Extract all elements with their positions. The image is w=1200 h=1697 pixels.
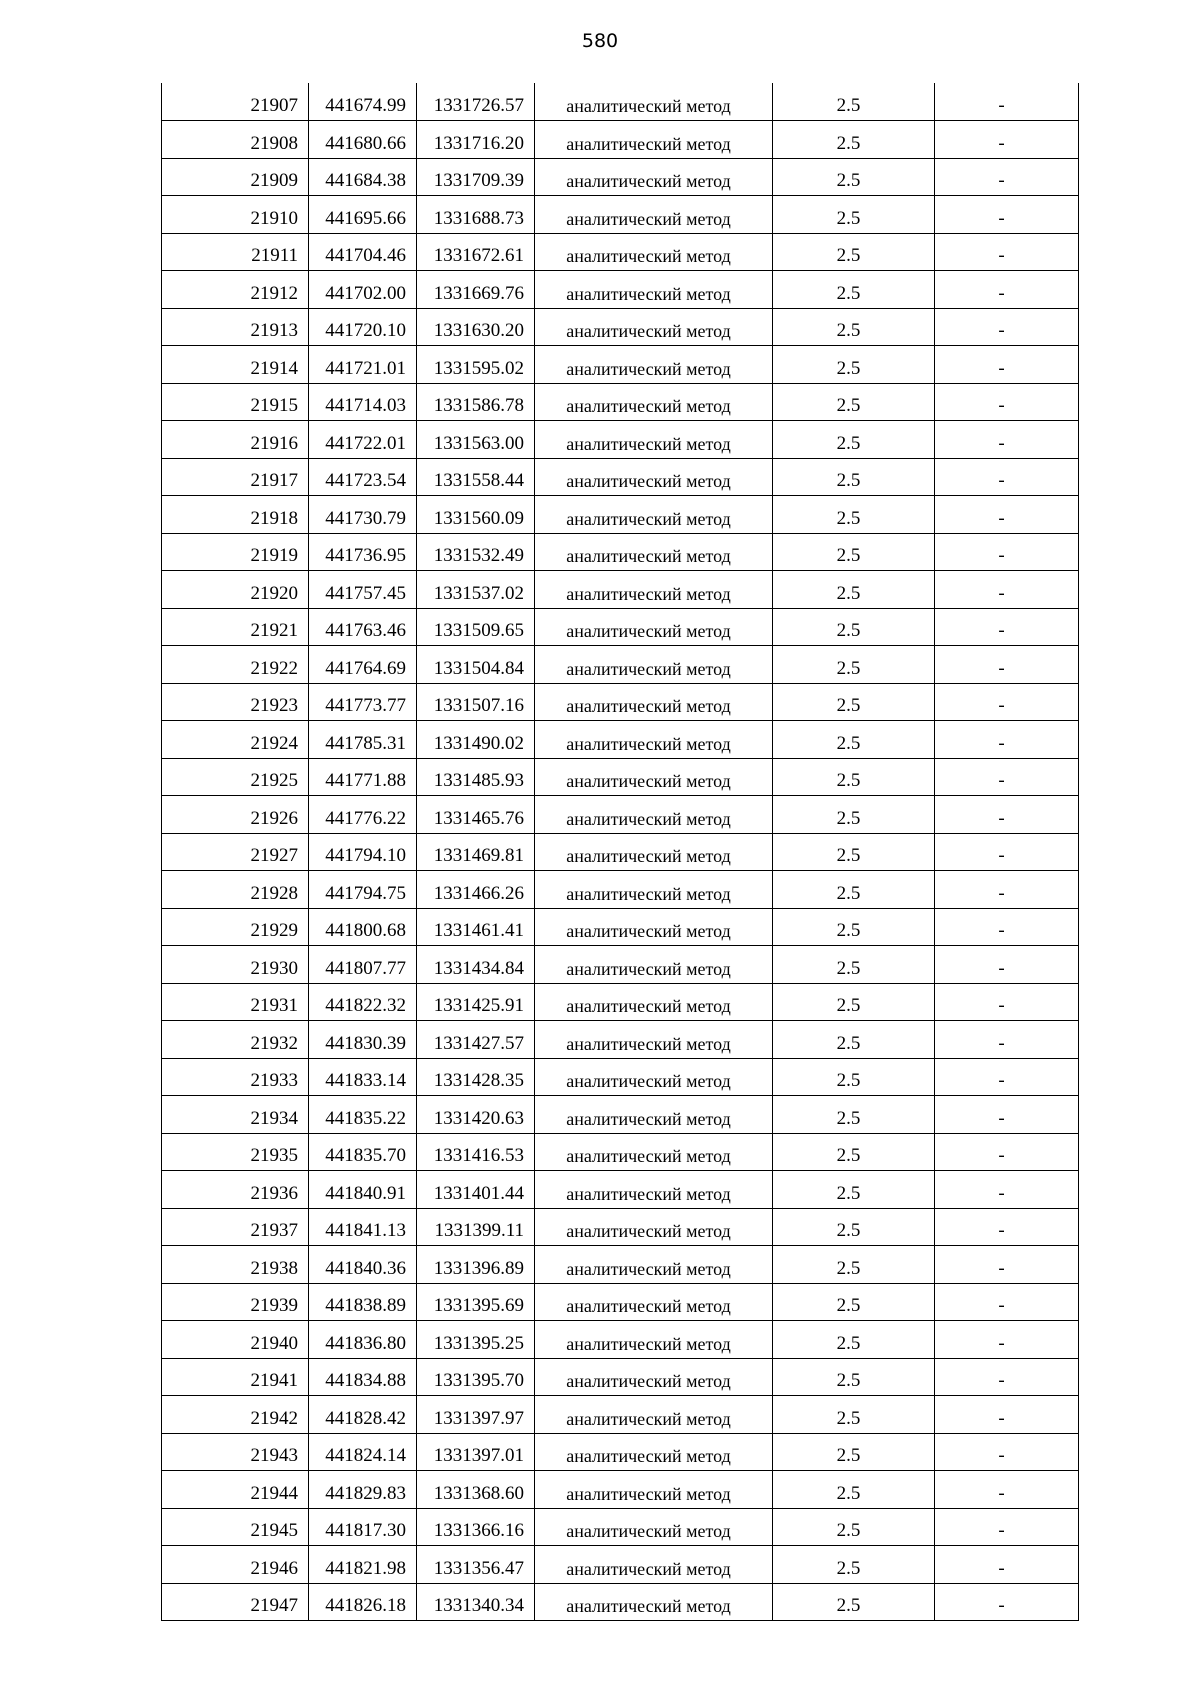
x-coordinate-cell: 441702.00 [309, 271, 417, 309]
point-number-cell: 21945 [162, 1508, 309, 1546]
accuracy-cell: 2.5 [773, 983, 935, 1021]
y-coordinate-cell: 1331427.57 [417, 1021, 535, 1059]
accuracy-cell: 2.5 [773, 1208, 935, 1246]
table-row [162, 1508, 1079, 1546]
y-coordinate-cell: 1331395.70 [417, 1358, 535, 1396]
method-cell: аналитический метод [535, 796, 773, 834]
y-coordinate-cell: 1331397.01 [417, 1433, 535, 1471]
note-cell: - [935, 608, 1079, 646]
point-number-cell: 21920 [162, 571, 309, 609]
note-cell: - [935, 533, 1079, 571]
y-coordinate-cell: 1331465.76 [417, 796, 535, 834]
table-row [162, 1321, 1079, 1359]
point-number-cell: 21913 [162, 308, 309, 346]
method-cell: аналитический метод [535, 421, 773, 459]
table-row [162, 83, 1079, 121]
table-row [162, 1246, 1079, 1284]
table-row [162, 458, 1079, 496]
table-row [162, 233, 1079, 271]
x-coordinate-cell: 441773.77 [309, 683, 417, 721]
point-number-cell: 21934 [162, 1096, 309, 1134]
method-cell: аналитический метод [535, 571, 773, 609]
method-cell: аналитический метод [535, 1246, 773, 1284]
table-row [162, 308, 1079, 346]
x-coordinate-cell: 441723.54 [309, 458, 417, 496]
y-coordinate-cell: 1331558.44 [417, 458, 535, 496]
y-coordinate-cell: 1331469.81 [417, 833, 535, 871]
x-coordinate-cell: 441763.46 [309, 608, 417, 646]
note-cell: - [935, 758, 1079, 796]
note-cell: - [935, 1583, 1079, 1621]
point-number-cell: 21931 [162, 983, 309, 1021]
point-number-cell: 21939 [162, 1283, 309, 1321]
accuracy-cell: 2.5 [773, 796, 935, 834]
x-coordinate-cell: 441828.42 [309, 1396, 417, 1434]
note-cell: - [935, 683, 1079, 721]
accuracy-cell: 2.5 [773, 608, 935, 646]
y-coordinate-cell: 1331416.53 [417, 1133, 535, 1171]
accuracy-cell: 2.5 [773, 1433, 935, 1471]
point-number-cell: 21936 [162, 1171, 309, 1209]
y-coordinate-cell: 1331420.63 [417, 1096, 535, 1134]
point-number-cell: 21911 [162, 233, 309, 271]
y-coordinate-cell: 1331509.65 [417, 608, 535, 646]
accuracy-cell: 2.5 [773, 871, 935, 909]
x-coordinate-cell: 441776.22 [309, 796, 417, 834]
x-coordinate-cell: 441834.88 [309, 1358, 417, 1396]
note-cell: - [935, 1208, 1079, 1246]
accuracy-cell: 2.5 [773, 1396, 935, 1434]
x-coordinate-cell: 441794.10 [309, 833, 417, 871]
y-coordinate-cell: 1331586.78 [417, 383, 535, 421]
point-number-cell: 21930 [162, 946, 309, 984]
method-cell: аналитический метод [535, 1171, 773, 1209]
y-coordinate-cell: 1331630.20 [417, 308, 535, 346]
x-coordinate-cell: 441680.66 [309, 121, 417, 159]
method-cell: аналитический метод [535, 758, 773, 796]
table-row [162, 1471, 1079, 1509]
table-row [162, 1096, 1079, 1134]
accuracy-cell: 2.5 [773, 646, 935, 684]
x-coordinate-cell: 441794.75 [309, 871, 417, 909]
table-row [162, 683, 1079, 721]
table-row [162, 833, 1079, 871]
accuracy-cell: 2.5 [773, 1246, 935, 1284]
table-row [162, 908, 1079, 946]
method-cell: аналитический метод [535, 1358, 773, 1396]
table-row [162, 871, 1079, 909]
x-coordinate-cell: 441830.39 [309, 1021, 417, 1059]
note-cell: - [935, 83, 1079, 121]
point-number-cell: 21927 [162, 833, 309, 871]
accuracy-cell: 2.5 [773, 571, 935, 609]
table-row [162, 1433, 1079, 1471]
method-cell: аналитический метод [535, 1283, 773, 1321]
x-coordinate-cell: 441840.91 [309, 1171, 417, 1209]
accuracy-cell: 2.5 [773, 308, 935, 346]
method-cell: аналитический метод [535, 1021, 773, 1059]
accuracy-cell: 2.5 [773, 1096, 935, 1134]
y-coordinate-cell: 1331485.93 [417, 758, 535, 796]
note-cell: - [935, 1058, 1079, 1096]
accuracy-cell: 2.5 [773, 683, 935, 721]
note-cell: - [935, 1321, 1079, 1359]
accuracy-cell: 2.5 [773, 83, 935, 121]
y-coordinate-cell: 1331595.02 [417, 346, 535, 384]
x-coordinate-cell: 441824.14 [309, 1433, 417, 1471]
method-cell: аналитический метод [535, 346, 773, 384]
method-cell: аналитический метод [535, 271, 773, 309]
method-cell: аналитический метод [535, 1133, 773, 1171]
note-cell: - [935, 1096, 1079, 1134]
point-number-cell: 21938 [162, 1246, 309, 1284]
accuracy-cell: 2.5 [773, 758, 935, 796]
point-number-cell: 21929 [162, 908, 309, 946]
accuracy-cell: 2.5 [773, 833, 935, 871]
method-cell: аналитический метод [535, 83, 773, 121]
accuracy-cell: 2.5 [773, 1133, 935, 1171]
accuracy-cell: 2.5 [773, 496, 935, 534]
note-cell: - [935, 908, 1079, 946]
table-row [162, 1058, 1079, 1096]
table-row [162, 1358, 1079, 1396]
x-coordinate-cell: 441817.30 [309, 1508, 417, 1546]
accuracy-cell: 2.5 [773, 233, 935, 271]
table-row [162, 158, 1079, 196]
method-cell: аналитический метод [535, 233, 773, 271]
note-cell: - [935, 1246, 1079, 1284]
y-coordinate-cell: 1331428.35 [417, 1058, 535, 1096]
note-cell: - [935, 158, 1079, 196]
y-coordinate-cell: 1331425.91 [417, 983, 535, 1021]
x-coordinate-cell: 441821.98 [309, 1546, 417, 1584]
y-coordinate-cell: 1331366.16 [417, 1508, 535, 1546]
table-row [162, 496, 1079, 534]
method-cell: аналитический метод [535, 608, 773, 646]
x-coordinate-cell: 441841.13 [309, 1208, 417, 1246]
method-cell: аналитический метод [535, 946, 773, 984]
accuracy-cell: 2.5 [773, 1283, 935, 1321]
x-coordinate-cell: 441836.80 [309, 1321, 417, 1359]
note-cell: - [935, 308, 1079, 346]
table-row [162, 758, 1079, 796]
y-coordinate-cell: 1331396.89 [417, 1246, 535, 1284]
point-number-cell: 21922 [162, 646, 309, 684]
note-cell: - [935, 121, 1079, 159]
point-number-cell: 21915 [162, 383, 309, 421]
table-row [162, 1208, 1079, 1246]
point-number-cell: 21942 [162, 1396, 309, 1434]
accuracy-cell: 2.5 [773, 271, 935, 309]
y-coordinate-cell: 1331434.84 [417, 946, 535, 984]
page-number: 580 [581, 30, 619, 52]
y-coordinate-cell: 1331461.41 [417, 908, 535, 946]
table-row [162, 1396, 1079, 1434]
note-cell: - [935, 496, 1079, 534]
method-cell: аналитический метод [535, 196, 773, 234]
method-cell: аналитический метод [535, 1321, 773, 1359]
y-coordinate-cell: 1331395.69 [417, 1283, 535, 1321]
accuracy-cell: 2.5 [773, 1583, 935, 1621]
point-number-cell: 21932 [162, 1021, 309, 1059]
method-cell: аналитический метод [535, 383, 773, 421]
accuracy-cell: 2.5 [773, 1321, 935, 1359]
accuracy-cell: 2.5 [773, 721, 935, 759]
method-cell: аналитический метод [535, 533, 773, 571]
table-row [162, 983, 1079, 1021]
table-row [162, 533, 1079, 571]
point-number-cell: 21909 [162, 158, 309, 196]
table-row [162, 121, 1079, 159]
point-number-cell: 21925 [162, 758, 309, 796]
method-cell: аналитический метод [535, 646, 773, 684]
note-cell: - [935, 833, 1079, 871]
table-row [162, 796, 1079, 834]
accuracy-cell: 2.5 [773, 383, 935, 421]
note-cell: - [935, 346, 1079, 384]
point-number-cell: 21943 [162, 1433, 309, 1471]
method-cell: аналитический метод [535, 908, 773, 946]
x-coordinate-cell: 441785.31 [309, 721, 417, 759]
table-row [162, 608, 1079, 646]
x-coordinate-cell: 441757.45 [309, 571, 417, 609]
method-cell: аналитический метод [535, 121, 773, 159]
y-coordinate-cell: 1331397.97 [417, 1396, 535, 1434]
method-cell: аналитический метод [535, 1058, 773, 1096]
table-row [162, 721, 1079, 759]
x-coordinate-cell: 441704.46 [309, 233, 417, 271]
y-coordinate-cell: 1331507.16 [417, 683, 535, 721]
note-cell: - [935, 271, 1079, 309]
y-coordinate-cell: 1331368.60 [417, 1471, 535, 1509]
note-cell: - [935, 646, 1079, 684]
method-cell: аналитический метод [535, 1508, 773, 1546]
point-number-cell: 21910 [162, 196, 309, 234]
note-cell: - [935, 571, 1079, 609]
y-coordinate-cell: 1331537.02 [417, 571, 535, 609]
x-coordinate-cell: 441826.18 [309, 1583, 417, 1621]
point-number-cell: 21916 [162, 421, 309, 459]
accuracy-cell: 2.5 [773, 158, 935, 196]
method-cell: аналитический метод [535, 983, 773, 1021]
method-cell: аналитический метод [535, 158, 773, 196]
note-cell: - [935, 458, 1079, 496]
note-cell: - [935, 796, 1079, 834]
x-coordinate-cell: 441835.22 [309, 1096, 417, 1134]
table-row [162, 946, 1079, 984]
point-number-cell: 21908 [162, 121, 309, 159]
table-row [162, 1546, 1079, 1584]
x-coordinate-cell: 441840.36 [309, 1246, 417, 1284]
point-number-cell: 21923 [162, 683, 309, 721]
table-body [162, 83, 1079, 1621]
y-coordinate-cell: 1331399.11 [417, 1208, 535, 1246]
y-coordinate-cell: 1331672.61 [417, 233, 535, 271]
y-coordinate-cell: 1331401.44 [417, 1171, 535, 1209]
method-cell: аналитический метод [535, 871, 773, 909]
y-coordinate-cell: 1331669.76 [417, 271, 535, 309]
method-cell: аналитический метод [535, 1208, 773, 1246]
method-cell: аналитический метод [535, 496, 773, 534]
table-row [162, 196, 1079, 234]
point-number-cell: 21935 [162, 1133, 309, 1171]
x-coordinate-cell: 441807.77 [309, 946, 417, 984]
y-coordinate-cell: 1331395.25 [417, 1321, 535, 1359]
method-cell: аналитический метод [535, 1433, 773, 1471]
note-cell: - [935, 1396, 1079, 1434]
y-coordinate-cell: 1331356.47 [417, 1546, 535, 1584]
note-cell: - [935, 946, 1079, 984]
accuracy-cell: 2.5 [773, 1358, 935, 1396]
point-number-cell: 21921 [162, 608, 309, 646]
point-number-cell: 21933 [162, 1058, 309, 1096]
note-cell: - [935, 196, 1079, 234]
x-coordinate-cell: 441684.38 [309, 158, 417, 196]
x-coordinate-cell: 441764.69 [309, 646, 417, 684]
method-cell: аналитический метод [535, 1396, 773, 1434]
table-row [162, 646, 1079, 684]
method-cell: аналитический метод [535, 1471, 773, 1509]
note-cell: - [935, 871, 1079, 909]
table-row [162, 421, 1079, 459]
accuracy-cell: 2.5 [773, 533, 935, 571]
point-number-cell: 21946 [162, 1546, 309, 1584]
method-cell: аналитический метод [535, 833, 773, 871]
accuracy-cell: 2.5 [773, 1021, 935, 1059]
table-row [162, 346, 1079, 384]
y-coordinate-cell: 1331560.09 [417, 496, 535, 534]
note-cell: - [935, 1546, 1079, 1584]
x-coordinate-cell: 441835.70 [309, 1133, 417, 1171]
point-number-cell: 21924 [162, 721, 309, 759]
method-cell: аналитический метод [535, 683, 773, 721]
accuracy-cell: 2.5 [773, 1058, 935, 1096]
point-number-cell: 21941 [162, 1358, 309, 1396]
table-row [162, 571, 1079, 609]
accuracy-cell: 2.5 [773, 1546, 935, 1584]
accuracy-cell: 2.5 [773, 1508, 935, 1546]
table-row [162, 1133, 1079, 1171]
y-coordinate-cell: 1331688.73 [417, 196, 535, 234]
table-row [162, 1283, 1079, 1321]
x-coordinate-cell: 441722.01 [309, 421, 417, 459]
method-cell: аналитический метод [535, 458, 773, 496]
x-coordinate-cell: 441674.99 [309, 83, 417, 121]
point-number-cell: 21912 [162, 271, 309, 309]
y-coordinate-cell: 1331709.39 [417, 158, 535, 196]
accuracy-cell: 2.5 [773, 121, 935, 159]
point-number-cell: 21940 [162, 1321, 309, 1359]
x-coordinate-cell: 441720.10 [309, 308, 417, 346]
note-cell: - [935, 233, 1079, 271]
accuracy-cell: 2.5 [773, 908, 935, 946]
x-coordinate-cell: 441800.68 [309, 908, 417, 946]
method-cell: аналитический метод [535, 308, 773, 346]
x-coordinate-cell: 441829.83 [309, 1471, 417, 1509]
point-number-cell: 21907 [162, 83, 309, 121]
note-cell: - [935, 1433, 1079, 1471]
table-row [162, 1171, 1079, 1209]
y-coordinate-cell: 1331532.49 [417, 533, 535, 571]
y-coordinate-cell: 1331726.57 [417, 83, 535, 121]
point-number-cell: 21928 [162, 871, 309, 909]
note-cell: - [935, 383, 1079, 421]
note-cell: - [935, 1508, 1079, 1546]
accuracy-cell: 2.5 [773, 1471, 935, 1509]
accuracy-cell: 2.5 [773, 946, 935, 984]
accuracy-cell: 2.5 [773, 1171, 935, 1209]
x-coordinate-cell: 441736.95 [309, 533, 417, 571]
accuracy-cell: 2.5 [773, 196, 935, 234]
point-number-cell: 21926 [162, 796, 309, 834]
note-cell: - [935, 1133, 1079, 1171]
note-cell: - [935, 1021, 1079, 1059]
table-row [162, 271, 1079, 309]
coordinates-table [161, 83, 1079, 1621]
y-coordinate-cell: 1331340.34 [417, 1583, 535, 1621]
method-cell: аналитический метод [535, 1096, 773, 1134]
note-cell: - [935, 983, 1079, 1021]
point-number-cell: 21917 [162, 458, 309, 496]
point-number-cell: 21918 [162, 496, 309, 534]
x-coordinate-cell: 441695.66 [309, 196, 417, 234]
point-number-cell: 21937 [162, 1208, 309, 1246]
x-coordinate-cell: 441833.14 [309, 1058, 417, 1096]
x-coordinate-cell: 441838.89 [309, 1283, 417, 1321]
x-coordinate-cell: 441822.32 [309, 983, 417, 1021]
x-coordinate-cell: 441730.79 [309, 496, 417, 534]
y-coordinate-cell: 1331716.20 [417, 121, 535, 159]
y-coordinate-cell: 1331563.00 [417, 421, 535, 459]
y-coordinate-cell: 1331466.26 [417, 871, 535, 909]
table-row [162, 1021, 1079, 1059]
method-cell: аналитический метод [535, 1546, 773, 1584]
point-number-cell: 21944 [162, 1471, 309, 1509]
table-row [162, 1583, 1079, 1621]
y-coordinate-cell: 1331490.02 [417, 721, 535, 759]
accuracy-cell: 2.5 [773, 458, 935, 496]
note-cell: - [935, 1171, 1079, 1209]
point-number-cell: 21947 [162, 1583, 309, 1621]
point-number-cell: 21919 [162, 533, 309, 571]
y-coordinate-cell: 1331504.84 [417, 646, 535, 684]
x-coordinate-cell: 441771.88 [309, 758, 417, 796]
note-cell: - [935, 421, 1079, 459]
point-number-cell: 21914 [162, 346, 309, 384]
x-coordinate-cell: 441714.03 [309, 383, 417, 421]
note-cell: - [935, 1358, 1079, 1396]
x-coordinate-cell: 441721.01 [309, 346, 417, 384]
note-cell: - [935, 1283, 1079, 1321]
table-row [162, 383, 1079, 421]
note-cell: - [935, 1471, 1079, 1509]
method-cell: аналитический метод [535, 1583, 773, 1621]
method-cell: аналитический метод [535, 721, 773, 759]
accuracy-cell: 2.5 [773, 421, 935, 459]
note-cell: - [935, 721, 1079, 759]
accuracy-cell: 2.5 [773, 346, 935, 384]
